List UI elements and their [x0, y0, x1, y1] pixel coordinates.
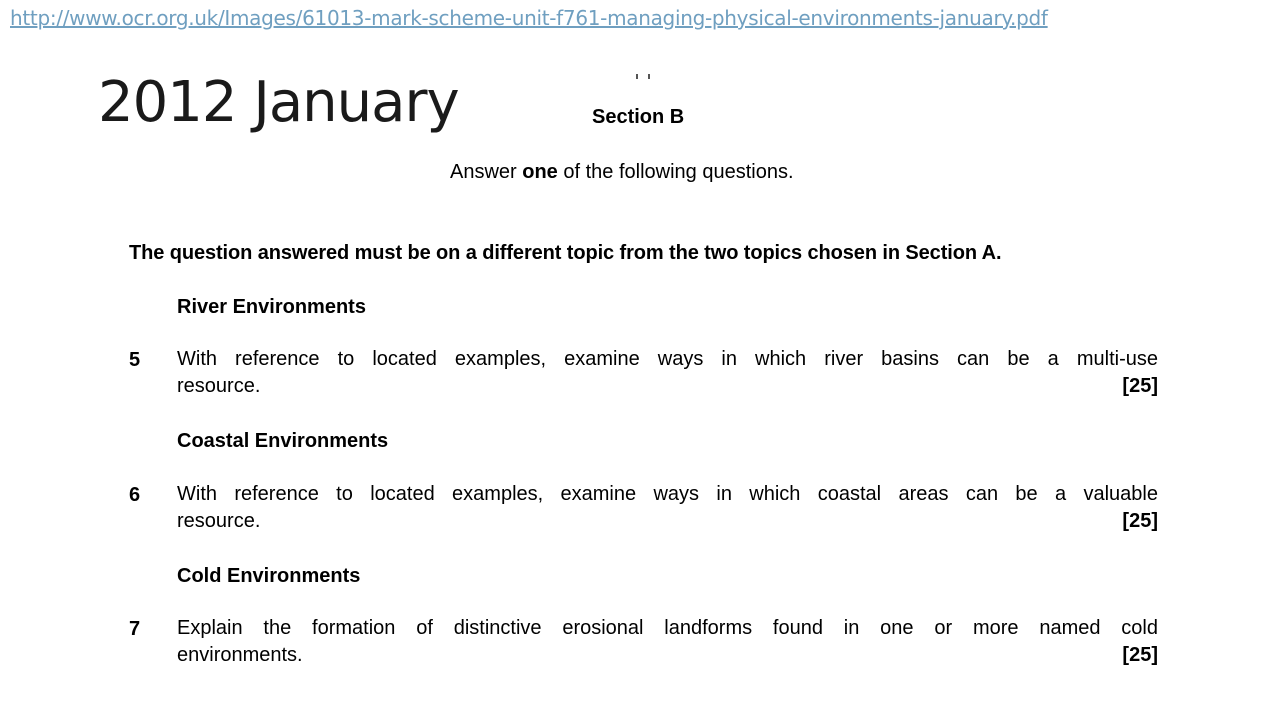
slide-title: 2012 January	[98, 70, 459, 135]
question-line	[177, 508, 1158, 535]
question-line: With reference to located examples, examine ways in which coastal areas can be a valuable	[177, 483, 1158, 505]
question-marks: [25]	[1122, 644, 1158, 666]
instruction-pre: Answer	[450, 161, 523, 183]
instruction-text	[450, 161, 794, 184]
question-line-end: resource.	[177, 375, 261, 397]
question-line	[177, 373, 1158, 400]
question-number: 6	[129, 484, 141, 506]
section-heading: Section B	[592, 106, 685, 128]
question-marks: [25]	[1122, 375, 1158, 397]
question-number: 7	[129, 618, 141, 640]
topic-heading-cold: Cold Environments	[177, 565, 361, 587]
question-line	[177, 642, 1158, 669]
question-text	[177, 615, 1158, 669]
topic-heading-coastal: Coastal Environments	[177, 430, 389, 452]
question-line-end: environments.	[177, 644, 303, 666]
instruction-post: of the following questions.	[557, 161, 794, 183]
question-marks: [25]	[1122, 510, 1158, 532]
question-number: 5	[129, 349, 141, 371]
instruction-emphasis: one	[522, 161, 558, 183]
section-rule: The question answered must be on a different topic from the two topics chosen in Section A.	[129, 242, 1002, 264]
question-text	[177, 481, 1158, 535]
question-line: With reference to located examples, examine ways in which river basins can be a multi-use	[177, 348, 1158, 370]
topic-heading-river: River Environments	[177, 296, 366, 318]
question-text	[177, 346, 1158, 400]
scan-artifact-marks	[634, 74, 654, 80]
question-line: Explain the formation of distinctive erosional landforms found in one or more named cold	[177, 617, 1158, 639]
question-line-end: resource.	[177, 510, 261, 532]
source-link[interactable]: http://www.ocr.org.uk/Images/61013-mark-scheme-unit-f761-managing-physical-environments-january.pdf	[10, 6, 1048, 30]
